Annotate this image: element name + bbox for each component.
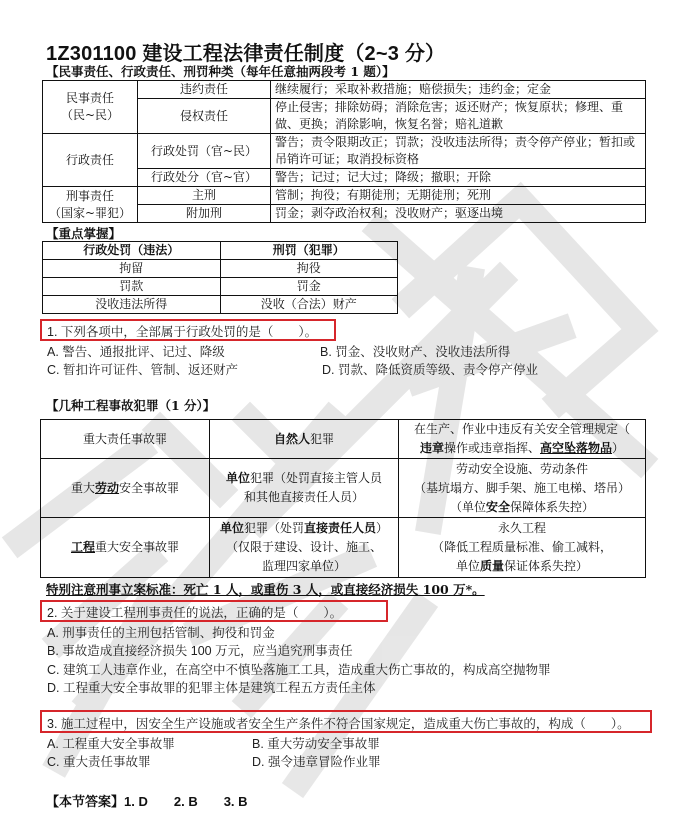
condition-text: 保证体系失控） <box>504 559 589 573</box>
condition-bold: 质量 <box>479 559 504 573</box>
subject-text: 监理四家单位） <box>261 559 346 573</box>
content-cell: 继续履行；采取补救措施；赔偿损失；违约金；定金 <box>271 81 646 99</box>
table-row <box>43 134 646 169</box>
condition-bold: 安全 <box>485 499 510 514</box>
condition-text: （基坑塌方、脚手架、施工电梯、塔吊） <box>413 480 630 495</box>
content-cell: 警告；责令限期改正；罚款；没收违法所得；责令停产停业；暂扣或吊销许可证；取消投标资格 <box>271 134 646 169</box>
crime-name-cell <box>41 459 210 518</box>
question-3-option-b[interactable]: B. 重大劳动安全事故罪 <box>252 737 380 751</box>
liability-types-table <box>42 80 646 223</box>
content-cell: 罚金；剥夺政治权利；没收财产；驱逐出境 <box>271 205 646 223</box>
category-sublabel: （国家~罪犯） <box>48 205 132 220</box>
subject-text: 犯罪 <box>310 431 335 446</box>
crime-text: 重大安全事故罪 <box>95 540 180 554</box>
category-sublabel: （民~民） <box>60 108 120 122</box>
column-header: 刑罚（犯罪） <box>220 242 398 260</box>
crime-name-cell: 重大责任事故罪 <box>41 420 210 459</box>
subject-text: （仅限于建设、设计、施工、 <box>225 540 382 554</box>
question-2-option-d[interactable]: D. 工程重大安全事故罪的犯罪主体是建筑工程五方责任主体 <box>47 681 376 695</box>
table-cell: 没收（合法）财产 <box>220 296 398 314</box>
question-2-option-c[interactable]: C. 建筑工人违章作业，在高空中不慎坠落施工工具，造成重大伤亡事故的，构成高空抛物罪 <box>47 663 551 677</box>
condition-text: ） <box>612 441 625 455</box>
subject-text: 和其他直接责任人员） <box>243 490 364 504</box>
section-heading-accident-crimes: 【几种工程事故犯罪（1 分）】 <box>46 398 216 413</box>
subject-text: 犯罪（处罚直接主管人员 <box>250 471 383 485</box>
type-cell: 主刑 <box>138 187 271 205</box>
answer-item: 2. B <box>173 794 198 809</box>
table-row <box>43 260 398 278</box>
table-row <box>43 278 398 296</box>
crime-text: 安全事故罪 <box>119 480 180 495</box>
condition-cell <box>399 518 646 578</box>
criminal-filing-standard-note: 特别注意刑事立案标准：死亡 1 人，或重伤 3 人，或直接经济损失 100 万*。 <box>46 582 485 597</box>
category-cell <box>43 81 138 134</box>
subject-bold: 直接责任人员 <box>304 521 377 535</box>
table-cell: 没收违法所得 <box>43 296 221 314</box>
crime-bold: 劳动 <box>94 480 119 495</box>
table-header-row <box>43 242 398 260</box>
condition-text: 操作或违章指挥、 <box>443 441 540 455</box>
subject-cell <box>210 518 399 578</box>
penalty-comparison-table <box>42 241 398 314</box>
category-cell: 行政责任 <box>43 134 138 187</box>
question-1-stem: 1. 下列各项中，全部属于行政处罚的是（ ）。 <box>47 325 318 339</box>
question-1-option-b[interactable]: B. 罚金、没收财产、没收违法所得 <box>320 345 511 359</box>
condition-text: （单位 <box>449 499 486 514</box>
condition-bold-underlined: 高空坠落物品 <box>540 441 613 455</box>
subject-text: ） <box>376 521 389 535</box>
category-label: 刑事责任 <box>65 188 114 203</box>
condition-text: 永久工程 <box>497 521 546 535</box>
table-row <box>43 187 646 205</box>
table-cell: 拘役 <box>220 260 398 278</box>
column-header: 行政处罚（违法） <box>43 242 221 260</box>
content-cell: 警告；记过；记大过；降级；撤职；开除 <box>271 169 646 187</box>
question-3-stem: 3. 施工过程中，因安全生产设施或者安全生产条件不符合国家规定，造成重大伤亡事故的，构成（ ）。 <box>47 717 630 731</box>
answer-item: 3. B <box>223 794 248 809</box>
content-cell: 停止侵害；排除妨碍；消除危害；返还财产；恢复原状；修理、重做、更换；消除影响，恢复名誉；赔礼道歉 <box>271 99 646 134</box>
condition-text: 在生产、作业中违反有关安全管理规定（ <box>413 422 630 436</box>
condition-text: 单位 <box>455 559 480 573</box>
page-title: 1Z301100 建设工程法律责任制度（2~3 分） <box>46 43 446 65</box>
type-cell: 违约责任 <box>138 81 271 99</box>
question-2-option-b[interactable]: B. 事故造成直接经济损失 100 万元，应当追究刑事责任 <box>47 644 353 658</box>
condition-text: 保障体系失控） <box>510 499 595 514</box>
subject-cell <box>210 420 399 459</box>
subject-bold: 自然人 <box>273 431 310 446</box>
type-cell: 侵权责任 <box>138 99 271 134</box>
table-cell: 罚款 <box>43 278 221 296</box>
table-cell: 拘留 <box>43 260 221 278</box>
condition-text: 劳动安全设施、劳动条件 <box>455 461 588 476</box>
crime-name-cell <box>41 518 210 578</box>
question-1-option-d[interactable]: D. 罚款、降低资质等级、责令停产停业 <box>322 363 538 377</box>
content-cell: 管制；拘役；有期徒刑；无期徒刑；死刑 <box>271 187 646 205</box>
question-2-option-a[interactable]: A. 刑事责任的主刑包括管制、拘役和罚金 <box>47 626 275 640</box>
category-cell <box>43 187 138 223</box>
type-cell: 行政处罚（官~民） <box>138 134 271 169</box>
section-heading-liability-types: 【民事责任、行政责任、刑罚种类（每年任意抽两段考 1 题）】 <box>46 64 395 79</box>
subject-cell <box>210 459 399 518</box>
answers-label: 【本节答案】 <box>46 794 125 809</box>
table-row <box>41 459 646 518</box>
question-2-stem: 2. 关于建设工程刑事责任的说法，正确的是（ ）。 <box>47 606 343 620</box>
section-answers <box>46 791 274 810</box>
table-cell: 罚金 <box>220 278 398 296</box>
crime-bold: 工程 <box>70 540 95 554</box>
subject-bold: 单位 <box>219 521 244 535</box>
question-1-option-c[interactable]: C. 暂扣许可证件、管制、返还财产 <box>47 363 238 377</box>
table-row <box>41 518 646 578</box>
condition-cell <box>399 459 646 518</box>
type-cell: 行政处分（官~官） <box>138 169 271 187</box>
category-label: 民事责任 <box>65 91 114 105</box>
subject-bold: 单位 <box>225 471 250 485</box>
condition-bold: 违章 <box>419 441 444 455</box>
question-3-option-d[interactable]: D. 强令违章冒险作业罪 <box>252 755 381 769</box>
type-cell: 附加刑 <box>138 205 271 223</box>
question-1-option-a[interactable]: A. 警告、通报批评、记过、降级 <box>47 345 225 359</box>
question-3-option-c[interactable]: C. 重大责任事故罪 <box>47 755 151 769</box>
subject-text: 犯罪（处罚 <box>243 521 304 535</box>
condition-cell <box>399 420 646 459</box>
table-row <box>41 420 646 459</box>
accident-crimes-table <box>40 419 646 578</box>
question-3-option-a[interactable]: A. 工程重大安全事故罪 <box>47 737 175 751</box>
answer-item: 1. D <box>124 794 148 809</box>
condition-text: （降低工程质量标准、偷工减料， <box>431 540 612 554</box>
table-row <box>43 296 398 314</box>
table-row <box>43 81 646 99</box>
section-heading-key-points: 【重点掌握】 <box>46 226 122 241</box>
crime-text: 重大 <box>70 480 95 495</box>
